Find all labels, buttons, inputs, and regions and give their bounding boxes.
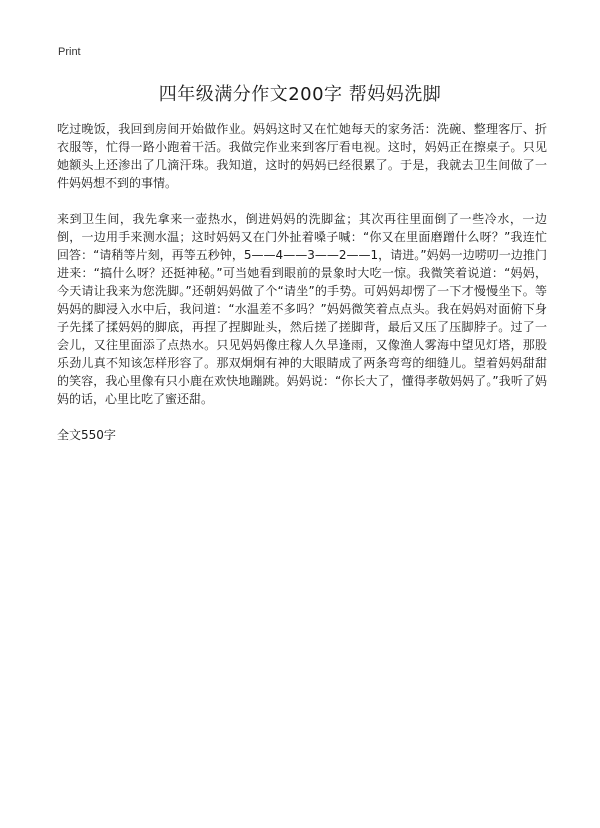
paragraph-1: 吃过晚饭，我回到房间开始做作业。妈妈这时又在忙她每天的家务活：洗碗、整理客厅、折衣服等，忙得一路小跑着干活。我做完作业来到客厅看电视。这时，妈妈正在擦桌子。只见她额头上还渗出了几滴汗珠。我知道，这时的妈妈已经很累了。于是，我就去卫生间做了一件妈妈想不到的事情。 [57,122,547,190]
article-body [57,120,547,444]
article-title: 四年级满分作文200字 帮妈妈洗脚 [158,84,442,105]
paragraph-2: 来到卫生间，我先拿来一壶热水，倒进妈妈的洗脚盆；其次再往里面倒了一些冷水，一边倒，一边用手来测水温；这时妈妈又在门外扯着嗓子喊：“你又在里面磨蹭什么呀？”我连忙回答：“请稍等片刻，再等五秒钟，5——4——3——2——1，请进。”妈妈一边唠叨一边推门进来：“搞什么呀？还挺神秘。”可当她看到眼前的景象时大吃一惊。我微笑着说道：“妈妈，今天请让我来为您洗脚。”还朝妈妈做了个“请坐”的手势。可妈妈却愣了一下才慢慢坐下。等妈妈的脚浸入水中后，我问道：“水温差不多吗？”妈妈微笑着点点头。我在妈妈对面俯下身子先揉了揉妈妈的脚底，再捏了捏脚趾头，然后搓了搓脚背，最后又压了压脚脖子。过了一会儿，又往里面添了点热水。只见妈妈像庄稼人久旱逢雨，又像渔人雾海中望见灯塔，那股乐劲儿真不知该怎样形容了。那双炯炯有神的大眼睛成了两条弯弯的细缝儿。望着妈妈甜甜的笑容，我心里像有只小鹿在欢快地蹦跳。妈妈说：“你长大了，懂得孝敬妈妈了。”我听了妈妈的话，心里比吃了蜜还甜。 [57,212,547,406]
print-link[interactable]: Print [58,46,81,58]
word-count: 全文550字 [57,428,116,442]
